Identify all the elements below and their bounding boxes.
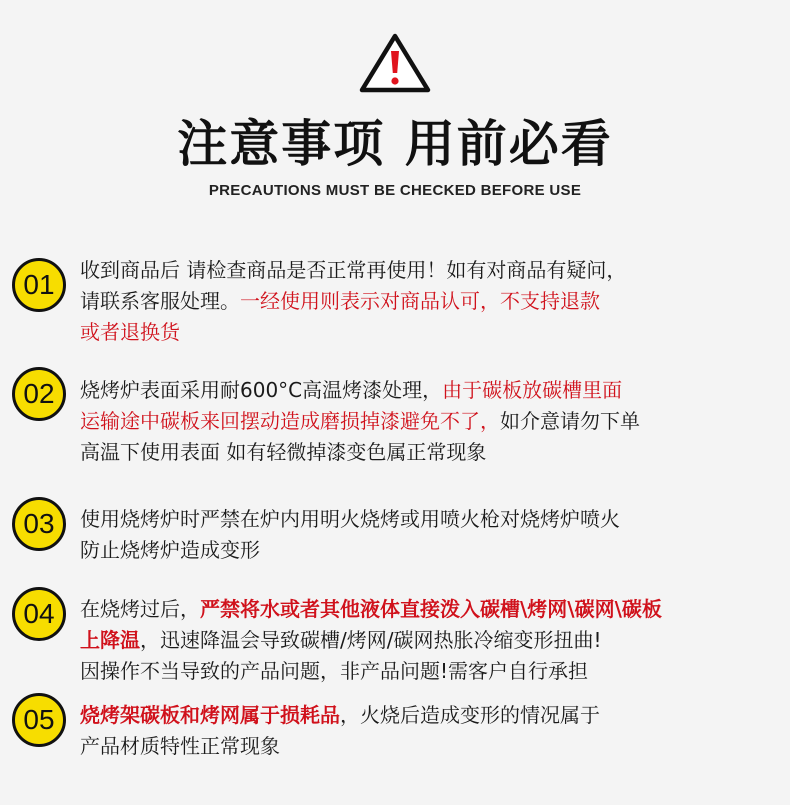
text-line [80, 535, 784, 566]
text-segment-red: 烧烤架碳板和烤网属于损耗品 [80, 703, 340, 727]
text-segment: 收到商品后 请检查商品是否正常再使用！如有对商品有疑问， [80, 258, 627, 282]
text-line [80, 594, 784, 625]
text-line [80, 504, 784, 535]
page-title: 注意事项 用前必看 [177, 115, 613, 173]
text-segment-red: 或者退换货 [80, 320, 180, 344]
text-segment-red: 严禁将水或者其他液体直接泼入碳槽\烤网\碳网\碳板 [200, 597, 662, 621]
text-segment-red: 一经使用则表示对商品认可，不支持退款 [240, 289, 600, 313]
number-badge: 02 [12, 367, 66, 421]
text-segment-red: 由于碳板放碳槽里面 [442, 378, 623, 402]
number-badge: 01 [12, 258, 66, 312]
text-line [80, 286, 784, 317]
text-segment: ，迅速降温会导致碳槽/烤网/碳网热胀冷缩变形扭曲! [140, 628, 602, 652]
text-line [80, 625, 784, 656]
precaution-text [80, 504, 784, 566]
text-segment: 使用烧烤炉时严禁在炉内用明火烧烤或用喷火枪对烧烤炉喷火 [80, 507, 620, 531]
text-segment-red: 运输途中碳板来回摆动造成磨损掉漆避免不了， [80, 409, 500, 433]
precaution-text [80, 375, 784, 468]
number-badge: 04 [12, 587, 66, 641]
text-line [80, 731, 784, 762]
text-segment: ，火烧后造成变形的情况属于 [340, 703, 600, 727]
text-line [80, 255, 784, 286]
warning-triangle-icon [359, 32, 431, 94]
text-segment: 请联系客服处理。 [80, 289, 240, 313]
text-segment: 烧烤炉表面采用耐600°C高温烤漆处理， [80, 378, 443, 402]
text-line [80, 375, 784, 406]
precaution-text [80, 255, 784, 348]
text-segment: 高温下使用表面 如有轻微掉漆变色属正常现象 [80, 440, 487, 464]
page-subtitle: PRECAUTIONS MUST BE CHECKED BEFORE USE [208, 182, 582, 199]
text-line [80, 437, 784, 468]
text-segment: 如介意请勿下单 [500, 409, 640, 433]
text-segment: 在烧烤过后， [80, 597, 200, 621]
text-segment: 产品材质特性正常现象 [80, 734, 280, 758]
text-segment: 因操作不当导致的产品问题，非产品问题!需客户自行承担 [80, 659, 589, 683]
text-line [80, 656, 784, 687]
text-line [80, 406, 784, 437]
text-segment: 防止烧烤炉造成变形 [80, 538, 260, 562]
text-line [80, 700, 784, 731]
number-badge: 05 [12, 693, 66, 747]
precaution-text [80, 700, 784, 762]
text-segment-red: 上降温 [80, 628, 140, 652]
precaution-text [80, 594, 784, 687]
text-line [80, 317, 784, 348]
number-badge: 03 [12, 497, 66, 551]
